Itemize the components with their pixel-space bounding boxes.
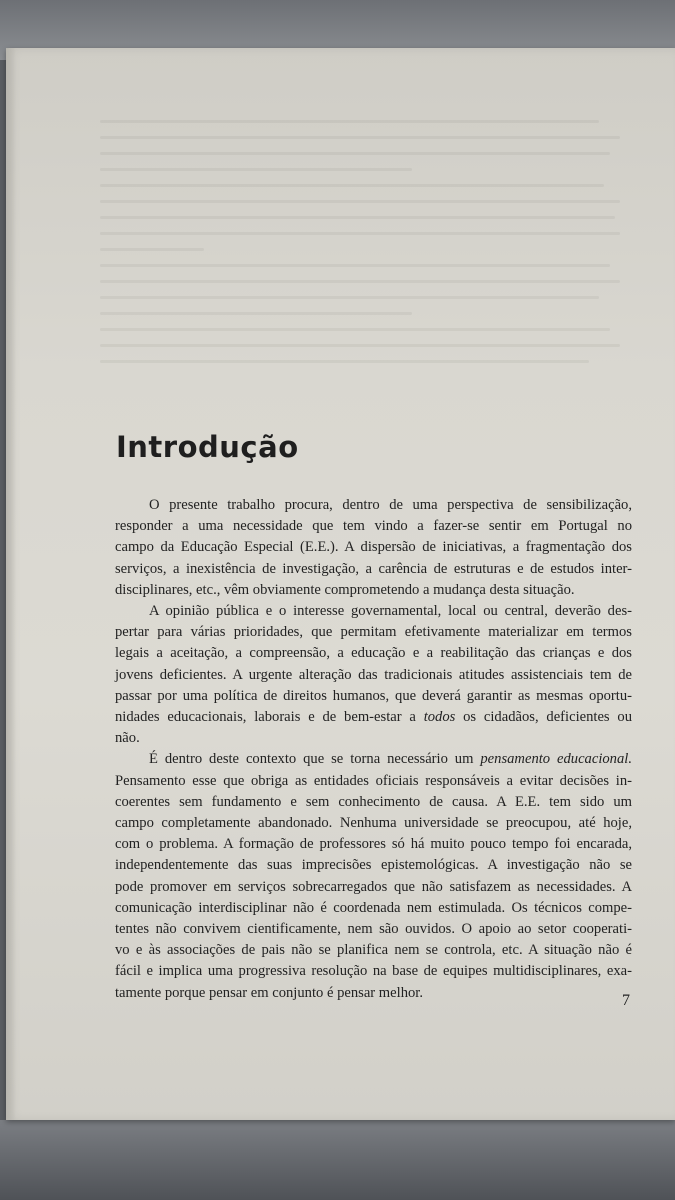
text-segment: É dentro deste contexto que se torna necessário um [149, 751, 481, 768]
text-line: campo completamente abandonado. Nenhuma universidade se preocupou, até hoje, [115, 815, 632, 832]
text-line: O presente trabalho procura, dentro de uma perspectiva de sensibilização, [149, 497, 632, 513]
page-heading: Introdução [116, 430, 299, 464]
text-line: não. [115, 730, 140, 747]
paragraph-2 [115, 601, 632, 749]
page-binding-shadow [6, 48, 16, 1120]
text-line: tentes não convivem cientificamente, nem são ouvidos. O apoio ao setor cooperati- [115, 921, 632, 938]
text-segment: os cidadãos, deficientes ou [455, 709, 633, 726]
text-line: coerentes sem fundamento e sem conhecimento de causa. A E.E. tem sido um [115, 793, 632, 810]
text-line: A opinião pública e o interesse governamental, local ou central, deverão des- [149, 603, 632, 620]
text-line: responder a uma necessidade que tem vindo a fazer-se sentir em Portugal no [115, 518, 632, 535]
text-line: jovens deficientes. A urgente alteração das tradicionais atitudes assistenciais tem de [115, 666, 632, 683]
text-line: vo e às associações de pais não se planifica nem se controla, etc. A situação não é [115, 942, 632, 959]
text-line: fácil e implica uma progressiva resolução na base de equipes multidisciplinares, exa- [115, 963, 632, 980]
show-through-text [100, 120, 620, 420]
italic-word: todos [423, 709, 456, 726]
paragraph-3 [115, 749, 632, 1003]
text-line: Pensamento esse que obriga as entidades oficiais responsáveis a evitar decisões in- [115, 772, 632, 789]
text-line-with-italic [115, 749, 632, 770]
body-text [115, 495, 632, 1004]
text-line: passar por uma política de direitos humanos, que deverá garantir as mesmas oportu- [115, 687, 632, 704]
text-line: campo da Educação Especial (E.E.). A dispersão de iniciativas, a fragmentação dos [115, 539, 632, 556]
text-line: pode promover em serviços sobrecarregados que não satisfazem as necessidades. A [115, 878, 632, 895]
paragraph-1 [115, 495, 632, 601]
text-line: independentemente das suas imprecisões epistemológicas. A investigação não se [115, 857, 632, 874]
text-line: serviços, a inexistência de investigação, a carência de estruturas e de estudos inter- [115, 560, 632, 577]
text-line: pertar para várias prioridades, que permitam efetivamente materializar em termos [115, 624, 632, 641]
page-number: 7 [622, 992, 630, 1009]
text-line: com o problema. A formação de professores só há muito pouco tempo foi encarada, [115, 836, 632, 853]
background-bottom [0, 1120, 675, 1200]
text-segment: nidades educacionais, laborais e de bem-estar a [115, 709, 424, 726]
text-line: tamente porque pensar em conjunto é pensar melhor. [115, 984, 423, 1001]
text-line: comunicação interdisciplinar não é coordenada nem estimulada. Os técnicos compe- [115, 899, 632, 916]
text-line: disciplinares, etc., vêm obviamente comprometendo a mudança desta situação. [115, 581, 575, 598]
text-line-with-italic [115, 707, 632, 728]
italic-phrase: pensamento educacional. [480, 751, 632, 768]
text-line: legais a aceitação, a compreensão, a educação e a reabilitação das crianças e dos [115, 645, 632, 662]
